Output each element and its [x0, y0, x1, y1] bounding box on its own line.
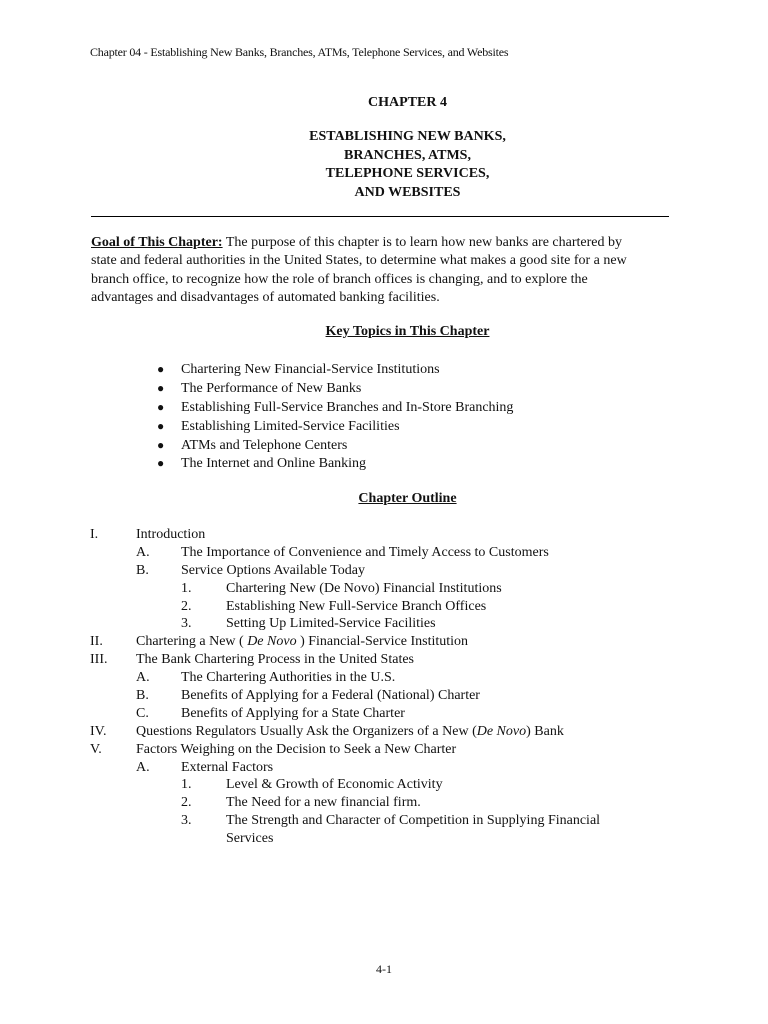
- outline-text: Setting Up Limited-Service Facilities: [226, 616, 436, 632]
- outline-text: Services: [226, 831, 274, 847]
- outline-text: Establishing New Full-Service Branch Offices: [226, 598, 487, 614]
- outline-text: Benefits of Applying for a State Charter: [181, 705, 405, 721]
- title-line-2: BRANCHES, ATMS,: [344, 148, 471, 163]
- outline-number: 1.: [181, 580, 192, 596]
- list-item: ● Establishing Limited-Service Facilities: [157, 418, 400, 434]
- outline-text: The Need for a new financial firm.: [226, 795, 421, 811]
- outline-item: [90, 615, 730, 633]
- outline-number: B.: [136, 562, 149, 578]
- outline-text: External Factors: [181, 759, 274, 775]
- outline-number: V.: [90, 741, 102, 757]
- outline-item: [90, 651, 730, 669]
- bullet-icon: ●: [157, 399, 165, 414]
- goal-line-1: The purpose of this chapter is to learn how new banks are chartered by: [225, 235, 622, 250]
- outline-number: B.: [136, 688, 149, 704]
- outline-item: [90, 562, 730, 580]
- outline-text: The Bank Chartering Process in the United States: [136, 652, 414, 668]
- outline-number: A.: [136, 544, 150, 560]
- goal-line-2: state and federal authorities in the United States, to determine what makes a good site for a new: [91, 253, 627, 269]
- bullet-icon: ●: [157, 380, 165, 395]
- list-item: ● The Internet and Online Banking: [157, 456, 367, 472]
- outline-number: III.: [90, 652, 108, 668]
- outline-item: [90, 759, 730, 777]
- outline-item: [90, 830, 730, 848]
- outline-number: A.: [136, 759, 150, 775]
- bullet-icon: ●: [157, 418, 165, 433]
- outline-text: Benefits of Applying for a Federal (National) Charter: [181, 688, 480, 704]
- list-item: ● Chartering New Financial-Service Institutions: [157, 362, 440, 377]
- outline-number: 2.: [181, 598, 192, 614]
- outline-number: 3.: [181, 616, 192, 632]
- outline-text: Introduction: [136, 527, 206, 542]
- divider-rule: [91, 216, 669, 217]
- page-number: 4-1: [376, 962, 392, 976]
- key-topics-heading: Key Topics in This Chapter: [325, 324, 490, 339]
- outline-number: IV.: [90, 723, 107, 739]
- goal-line-3: branch office, to recognize how the role of branch offices is changing, and to explore the: [91, 271, 588, 287]
- outline-number: 1.: [181, 777, 192, 793]
- outline-number: A.: [136, 670, 150, 686]
- outline-text: The Chartering Authorities in the U.S.: [181, 670, 396, 686]
- title-line-1: ESTABLISHING NEW BANKS,: [309, 129, 506, 144]
- bullet-icon: ●: [157, 456, 165, 471]
- outline-number: 2.: [181, 795, 192, 811]
- outline-text: Service Options Available Today: [181, 562, 365, 578]
- outline-text: The Importance of Convenience and Timely Access to Customers: [181, 544, 549, 560]
- outline-item: [90, 544, 730, 562]
- chapter-outline: [90, 526, 730, 848]
- outline-number: 3.: [181, 813, 192, 829]
- outline-item: [90, 794, 730, 812]
- outline-number: C.: [136, 705, 149, 721]
- outline-number: I.: [90, 527, 99, 542]
- goal-paragraph: [91, 234, 671, 307]
- list-item: ● The Performance of New Banks: [157, 380, 362, 396]
- outline-item: [90, 723, 730, 741]
- title-line-4: AND WEBSITES: [354, 185, 461, 200]
- outline-text: The Strength and Character of Competition in Supplying Financial: [226, 813, 601, 829]
- key-topics-list: [157, 360, 513, 473]
- outline-text: Level & Growth of Economic Activity: [226, 777, 443, 793]
- list-item: ● Establishing Full-Service Branches and In-Store Branching: [157, 399, 514, 415]
- outline-text: Questions Regulators Usually Ask the Organizers of a New (De Novo) Bank: [136, 723, 564, 739]
- outline-number: II.: [90, 634, 103, 650]
- bullet-icon: ●: [157, 437, 165, 452]
- outline-item: [90, 598, 730, 616]
- outline-text: Chartering a New ( De Novo ) Financial-Service Institution: [136, 634, 469, 650]
- outline-item: [90, 705, 730, 723]
- chapter-outline-heading: Chapter Outline: [358, 491, 457, 506]
- outline-item: [90, 812, 730, 830]
- page-header: Chapter 04 - Establishing New Banks, Branches, ATMs, Telephone Services, and Websites: [90, 45, 509, 59]
- outline-item: [90, 669, 730, 687]
- outline-item: [90, 741, 730, 759]
- bullet-icon: ●: [157, 362, 165, 376]
- goal-line-4: advantages and disadvantages of automated banking facilities.: [91, 289, 440, 305]
- goal-label: Goal of This Chapter:: [91, 235, 223, 250]
- outline-item: [90, 687, 730, 705]
- list-item: ● ATMs and Telephone Centers: [157, 437, 348, 453]
- title-line-3: TELEPHONE SERVICES,: [325, 166, 490, 181]
- outline-text: Factors Weighing on the Decision to Seek a New Charter: [136, 741, 457, 757]
- outline-item: [90, 580, 730, 598]
- outline-text: Chartering New (De Novo) Financial Institutions: [226, 580, 502, 596]
- chapter-label: CHAPTER 4: [368, 95, 447, 110]
- outline-item: [90, 776, 730, 794]
- outline-item: [90, 526, 730, 544]
- outline-item: [90, 633, 730, 651]
